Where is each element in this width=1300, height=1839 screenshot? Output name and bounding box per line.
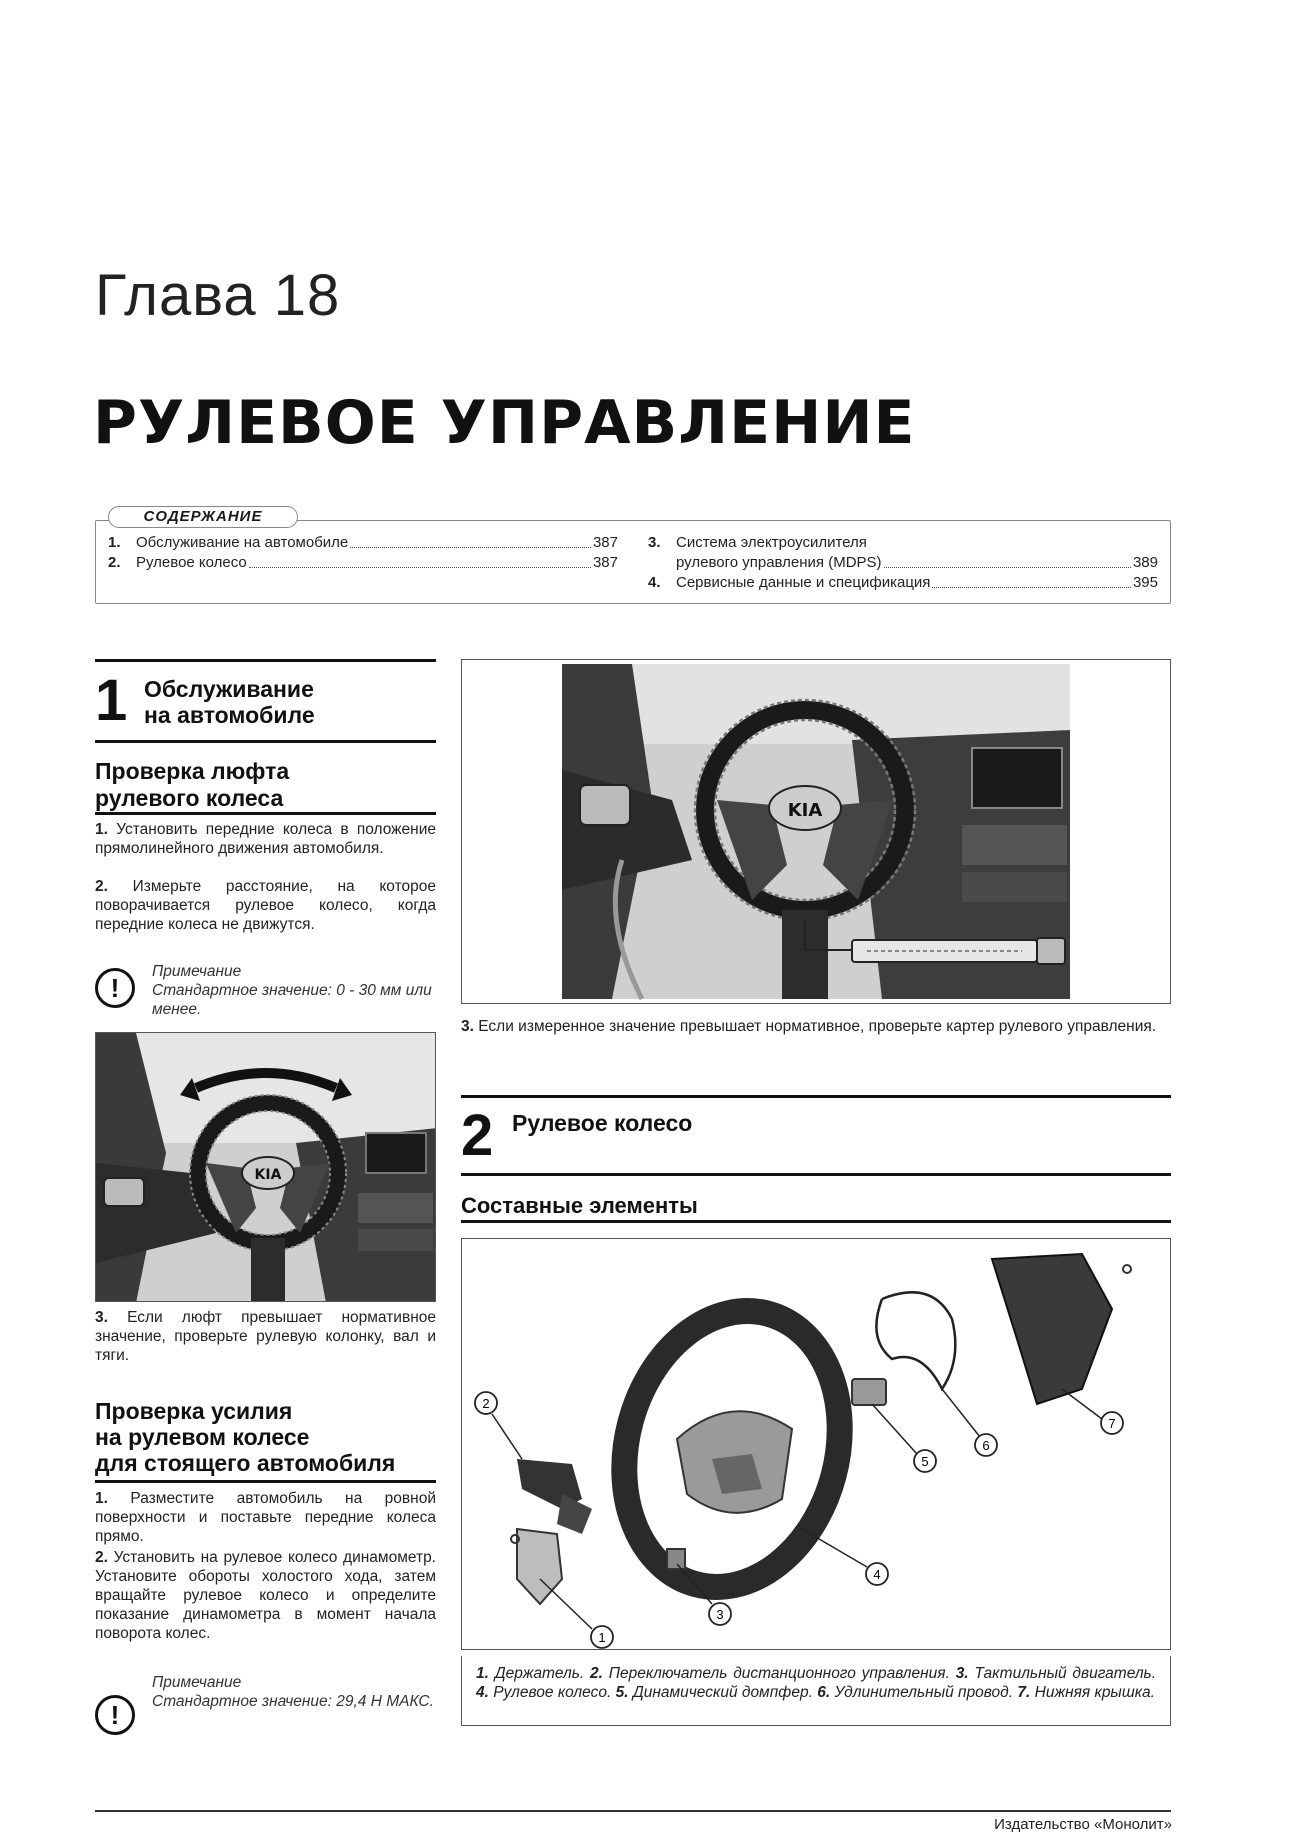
subsection-title-line: Проверка люфта: [95, 758, 290, 784]
toc-dots: [249, 553, 591, 568]
steering-play-photo: [95, 1032, 436, 1302]
callout-2: [475, 1392, 497, 1414]
section-title: Рулевое колесо: [512, 1110, 693, 1136]
chapter-label: Глава 18: [95, 263, 341, 328]
callout-label: 7: [1108, 1416, 1116, 1431]
diagram-legend: [461, 1656, 1171, 1726]
toc-item-text: Сервисные данные и спецификация: [676, 574, 931, 591]
step-text: Установить передние колеса в положение прямолинейного движения автомобиля.: [95, 821, 436, 857]
exclamation-note-icon: !: [95, 1695, 135, 1735]
toc-item[interactable]: [108, 533, 618, 553]
toc-item-text: Рулевое колесо: [136, 554, 247, 571]
callout-6: [975, 1434, 997, 1456]
subsection-title-line: на рулевом колесе: [95, 1424, 310, 1450]
step-paragraph: [95, 1308, 436, 1365]
toc-dots: [884, 553, 1131, 568]
legend-item: 6. Удлинительный провод.: [817, 1684, 1014, 1701]
step-paragraph: [461, 1017, 1171, 1036]
legend-item: 2. Переключатель дистанционного управления.: [590, 1665, 950, 1682]
toc-item-number: 1.: [108, 534, 121, 551]
note-text: Стандартное значение: 0 - 30 мм или менее.: [152, 982, 432, 1018]
subsection-title: Составные элементы: [461, 1193, 698, 1218]
step-number: 1.: [95, 1490, 108, 1507]
step-paragraph: [95, 1489, 436, 1546]
note-text: Стандартное значение: 29,4 Н МАКС.: [152, 1693, 434, 1710]
step-number: 3.: [461, 1018, 474, 1035]
page-title: РУЛЕВОЕ УПРАВЛЕНИЕ: [93, 388, 916, 458]
steering-measure-photo: [461, 659, 1171, 1004]
callout-label: 5: [921, 1454, 929, 1469]
section-number: 2: [461, 1103, 494, 1168]
section-number: 1: [95, 668, 128, 733]
kia-logo: KIA: [254, 1167, 282, 1183]
note-label: Примечание: [152, 963, 242, 980]
toc-right-column: [648, 533, 1158, 593]
step-text: Если люфт превышает нормативное значение, проверьте рулевую колонку, вал и тяги.: [95, 1309, 437, 1364]
toc-item[interactable]: [108, 553, 618, 573]
legend-item: 4. Рулевое колесо.: [476, 1684, 612, 1701]
callout-3: [709, 1603, 731, 1625]
callout-label: 4: [873, 1567, 881, 1582]
toc-item-page: 387: [592, 534, 618, 551]
exclamation-note-icon: !: [95, 968, 135, 1008]
toc-item-continued[interactable]: [648, 553, 1158, 573]
step-paragraph: [95, 820, 436, 858]
toc-dots: [350, 533, 591, 548]
step-text: Установить на рулевое колесо динамометр. Установите обороты холостого хода, затем вращайте рулевое колесо и определите показание динамометра в момент начала поворота колес.: [95, 1549, 436, 1642]
toc-item-text: рулевого управления (MDPS): [676, 554, 882, 571]
step-text: Если измеренное значение превышает нормативное, проверьте картер рулевого управления.: [478, 1018, 1157, 1035]
toc-item-page: 395: [1132, 574, 1158, 591]
subsection-title-line: Проверка усилия: [95, 1398, 293, 1424]
callout-label: 1: [598, 1630, 606, 1645]
step-number: 2.: [95, 878, 108, 895]
callout-label: 6: [982, 1438, 990, 1453]
toc-dots: [932, 573, 1131, 588]
section-rule: [461, 1173, 1171, 1176]
legend-item: 1. Держатель.: [476, 1665, 585, 1682]
publisher-footer: Издательство «Монолит»: [994, 1816, 1172, 1833]
step-number: 1.: [95, 821, 108, 838]
toc-item-number: 4.: [648, 574, 661, 591]
step-number: 2.: [95, 1549, 108, 1566]
callout-label: 3: [716, 1607, 724, 1622]
step-text: Разместите автомобиль на ровной поверхности и поставьте передние колеса прямо.: [95, 1490, 436, 1545]
section-title-line: Обслуживание: [144, 676, 314, 702]
subsection-title-line: для стоящего автомобиля: [95, 1450, 396, 1476]
toc-item[interactable]: [648, 573, 1158, 593]
step-paragraph: [95, 1548, 436, 1643]
toc-item-number: 3.: [648, 534, 661, 551]
toc-item-text: Система электроусилителя: [676, 534, 867, 551]
subsection-title-line: рулевого колеса: [95, 785, 284, 811]
kia-logo: KIA: [787, 800, 823, 821]
steering-wheel-exploded-diagram: [461, 1238, 1171, 1650]
toc-item-page: 389: [1132, 554, 1158, 571]
legend-item: 5. Динамический домпфер.: [615, 1684, 813, 1701]
step-text: Измерьте расстояние, на которое поворачивается рулевое колесо, когда передние колеса не движутся.: [95, 878, 436, 933]
section-title-line: на автомобиле: [144, 702, 315, 728]
legend-item: 3. Тактильный двигатель.: [955, 1665, 1157, 1682]
section-rule: [95, 740, 436, 743]
footer-rule: [95, 1810, 1171, 1812]
toc-item-number: 2.: [108, 554, 121, 571]
section-rule: [461, 1095, 1171, 1098]
callout-5: [914, 1450, 936, 1472]
callout-4: [866, 1563, 888, 1585]
toc-item-page: 387: [592, 554, 618, 571]
toc-item[interactable]: [648, 533, 1158, 553]
callout-label: 2: [482, 1396, 490, 1411]
step-paragraph: [95, 877, 436, 934]
legend-item: 7. Нижняя крышка.: [1017, 1684, 1155, 1701]
note-label: Примечание: [152, 1674, 242, 1691]
subsection-rule: [461, 1220, 1171, 1223]
callout-7: [1101, 1412, 1123, 1434]
section-rule: [95, 659, 436, 662]
toc-label: СОДЕРЖАНИЕ: [108, 506, 298, 528]
step-number: 3.: [95, 1309, 108, 1326]
callout-1: [591, 1626, 613, 1648]
subsection-rule: [95, 812, 436, 815]
toc-left-column: [108, 533, 618, 573]
subsection-rule: [95, 1480, 436, 1483]
toc-item-text: Обслуживание на автомобиле: [136, 534, 349, 551]
